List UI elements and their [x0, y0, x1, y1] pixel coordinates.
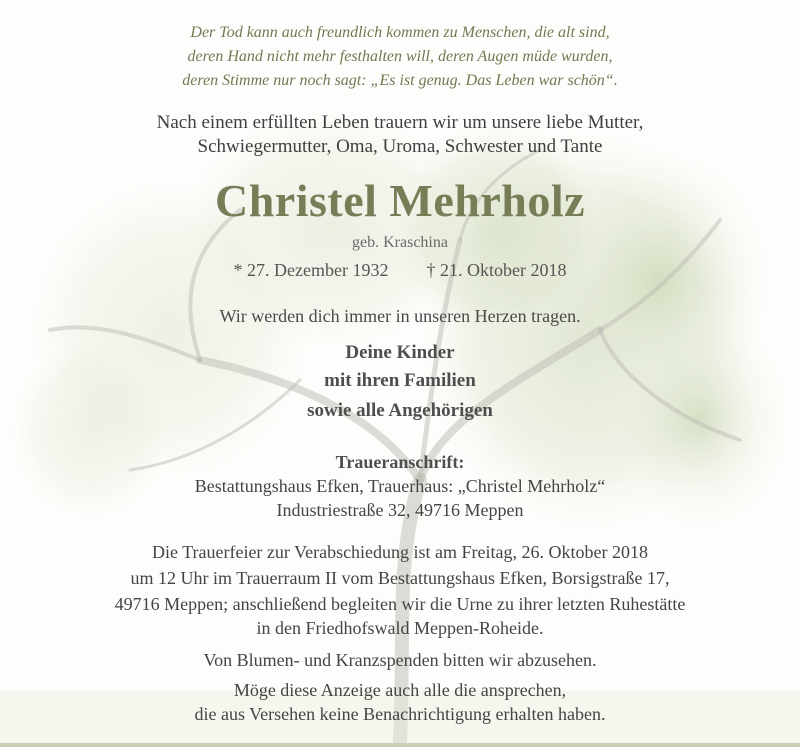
- death-date: † 21. Oktober 2018: [426, 260, 567, 280]
- birth-name: geb. Kraschina: [352, 234, 448, 251]
- family-line-2: mit ihren Familien: [324, 370, 476, 391]
- motto: Wir werden dich immer in unseren Herzen tragen.: [219, 306, 581, 326]
- address-title: Traueranschrift:: [335, 452, 465, 472]
- birth-date: * 27. Dezember 1932: [233, 260, 389, 280]
- intro-line-2: Schwiegermutter, Oma, Uroma, Schwester und Tante: [197, 136, 603, 157]
- intro-line-1: Nach einem erfüllten Leben trauern wir um unsere liebe Mutter,: [156, 112, 644, 133]
- family-line-3: sowie alle Angehörigen: [307, 400, 493, 421]
- ceremony-line-3: 49716 Meppen; anschließend begleiten wir die Urne zu ihrer letzten Ruhestätte: [114, 594, 686, 614]
- closing-line-2: die aus Versehen keine Benachrichtigung erhalten haben.: [194, 704, 606, 724]
- ceremony-line-2: um 12 Uhr im Trauerraum II vom Bestattungshaus Efken, Borsigstraße 17,: [130, 568, 670, 588]
- flowers-note: Von Blumen- und Kranzspenden bitten wir abzusehen.: [203, 650, 597, 670]
- life-dates: [0, 260, 800, 281]
- poem-line-1: Der Tod kann auch freundlich kommen zu Menschen, die alt sind,: [190, 24, 610, 41]
- ceremony-line-4: in den Friedhofswald Meppen-Roheide.: [256, 618, 544, 638]
- deceased-name: Christel Mehrholz: [214, 175, 586, 226]
- poem-line-3: deren Stimme nur noch sagt: „Es ist genug. Das Leben war schön“.: [182, 72, 618, 89]
- family-line-1: Deine Kinder: [345, 342, 455, 363]
- poem-line-2: deren Hand nicht mehr festhalten will, deren Augen müde wurden,: [187, 48, 613, 65]
- address-line-2: Industriestraße 32, 49716 Meppen: [276, 500, 524, 520]
- ceremony-line-1: Die Trauerfeier zur Verabschiedung ist am Freitag, 26. Oktober 2018: [151, 542, 649, 562]
- closing-line-1: Möge diese Anzeige auch alle die ansprechen,: [233, 680, 567, 700]
- address-line-1: Bestattungshaus Efken, Trauerhaus: „Christel Mehrholz“: [194, 476, 606, 496]
